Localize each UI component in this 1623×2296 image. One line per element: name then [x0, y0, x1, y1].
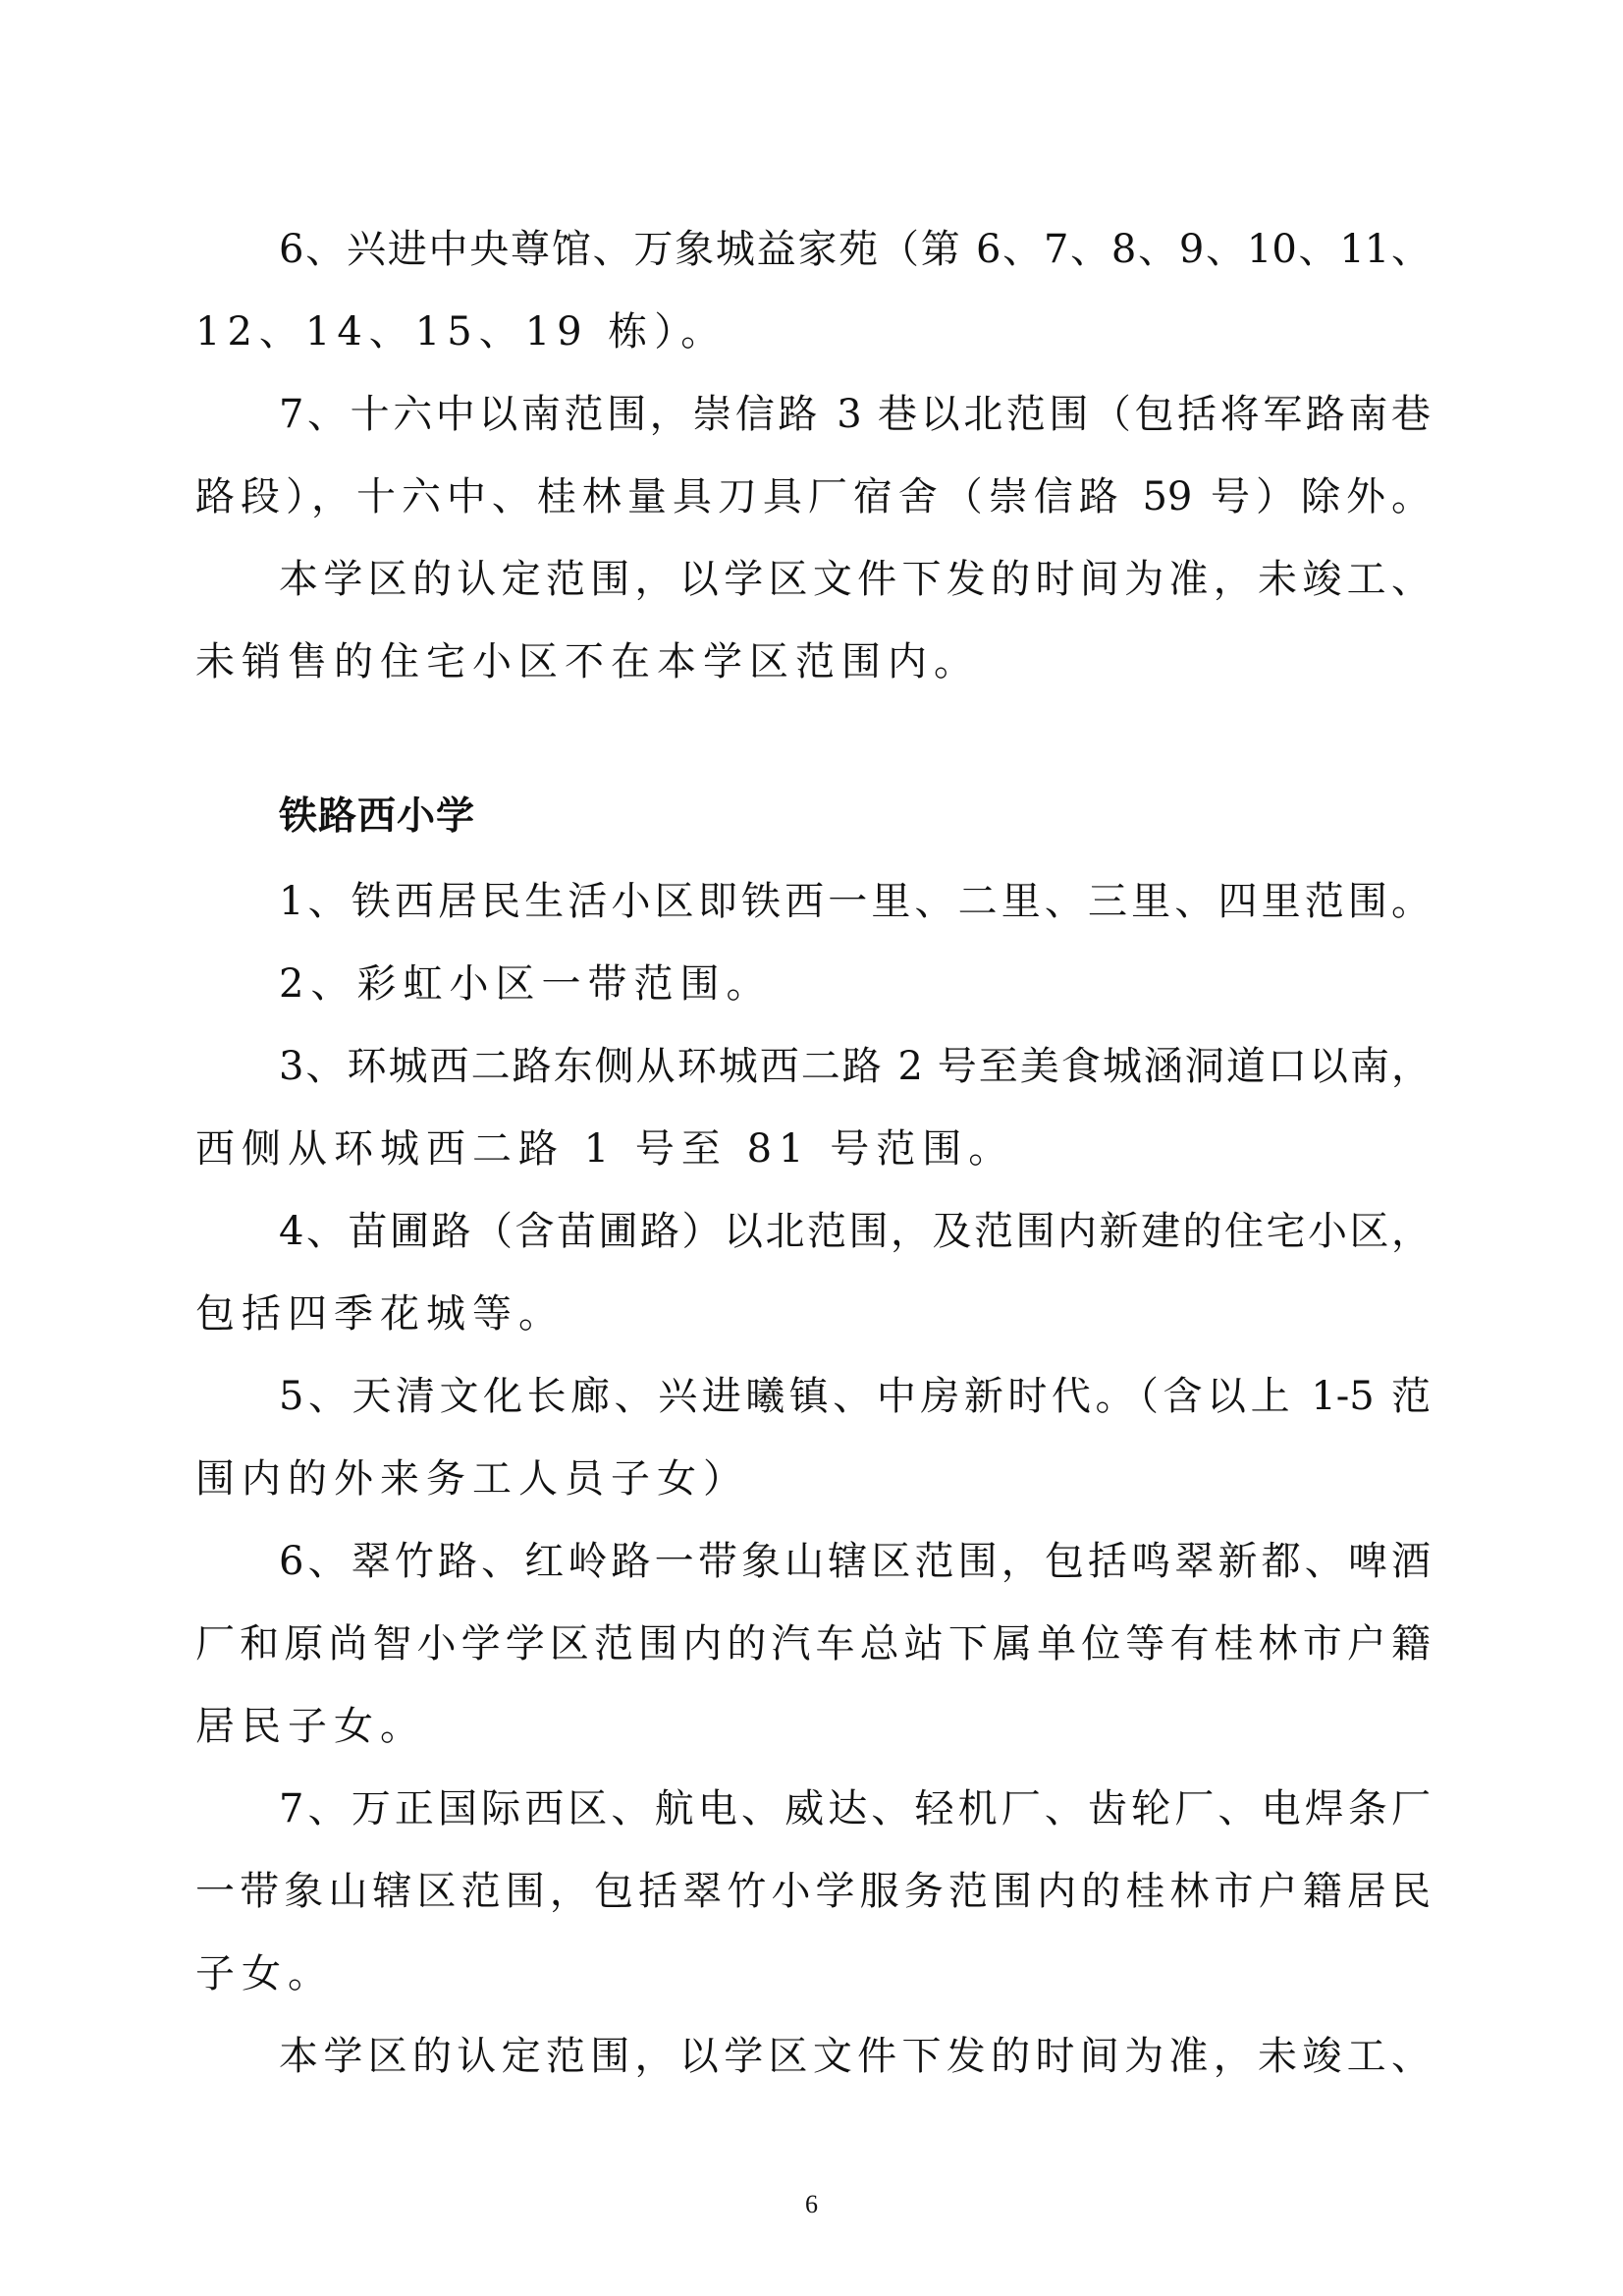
section-b-item-3-line-1: 3、环城西二路东侧从环城西二路 2 号至美食城涵洞道口以南，	[279, 1044, 1431, 1089]
section-a-item-6-line-2: 12、14、15、19 栋）。	[195, 309, 728, 355]
section-a-item-7-line-1: 7、十六中以南范围，崇信路 3 巷以北范围（包括将军路南巷	[279, 392, 1431, 437]
section-a-note-line-2: 未销售的住宅小区不在本学区范围内。	[195, 639, 980, 684]
section-b-item-7-line-3: 子女。	[195, 1951, 334, 1996]
page-number: 6	[805, 2190, 818, 2218]
section-b-item-5-line-1: 5、天清文化长廊、兴进曦镇、中房新时代。（含以上 1-5 范	[279, 1374, 1431, 1419]
section-b-item-3-line-2: 西侧从环城西二路 1 号至 81 号范围。	[195, 1126, 1015, 1172]
section-a-item-6-line-1: 6、兴进中央尊馆、万象城益家苑（第 6、7、8、9、10、11、	[279, 227, 1431, 272]
section-b-item-6-line-1: 6、翠竹路、红岭路一带象山辖区范围，包括鸣翠新都、啤酒	[279, 1539, 1431, 1584]
section-b-note-line-1: 本学区的认定范围，以学区文件下发的时间为准，未竣工、	[279, 2034, 1431, 2079]
section-b-item-4-line-1: 4、苗圃路（含苗圃路）以北范围，及范围内新建的住宅小区，	[279, 1209, 1431, 1254]
section-b-item-1: 1、铁西居民生活小区即铁西一里、二里、三里、四里范围。	[279, 879, 1431, 924]
section-b-item-7-line-2: 一带象山辖区范围，包括翠竹小学服务范围内的桂林市户籍居民	[195, 1869, 1431, 1914]
section-a-item-7-line-2: 路段），十六中、桂林量具刀具厂宿舍（崇信路 59 号）除外。	[195, 474, 1431, 519]
section-b-item-2: 2、彩虹小区一带范围。	[279, 961, 773, 1007]
section-b-item-7-line-1: 7、万正国际西区、航电、威达、轻机厂、齿轮厂、电焊条厂	[279, 1786, 1431, 1831]
section-b-item-6-line-2: 厂和原尚智小学学区范围内的汽车总站下属单位等有桂林市户籍	[195, 1621, 1431, 1667]
section-heading: 铁路西小学	[279, 794, 476, 839]
section-b-item-4-line-2: 包括四季花城等。	[195, 1291, 565, 1337]
section-b-item-5-line-2: 围内的外来务工人员子女）	[195, 1456, 749, 1502]
section-b-item-6-line-3: 居民子女。	[195, 1704, 426, 1749]
section-a-note-line-1: 本学区的认定范围，以学区文件下发的时间为准，未竣工、	[279, 557, 1431, 602]
